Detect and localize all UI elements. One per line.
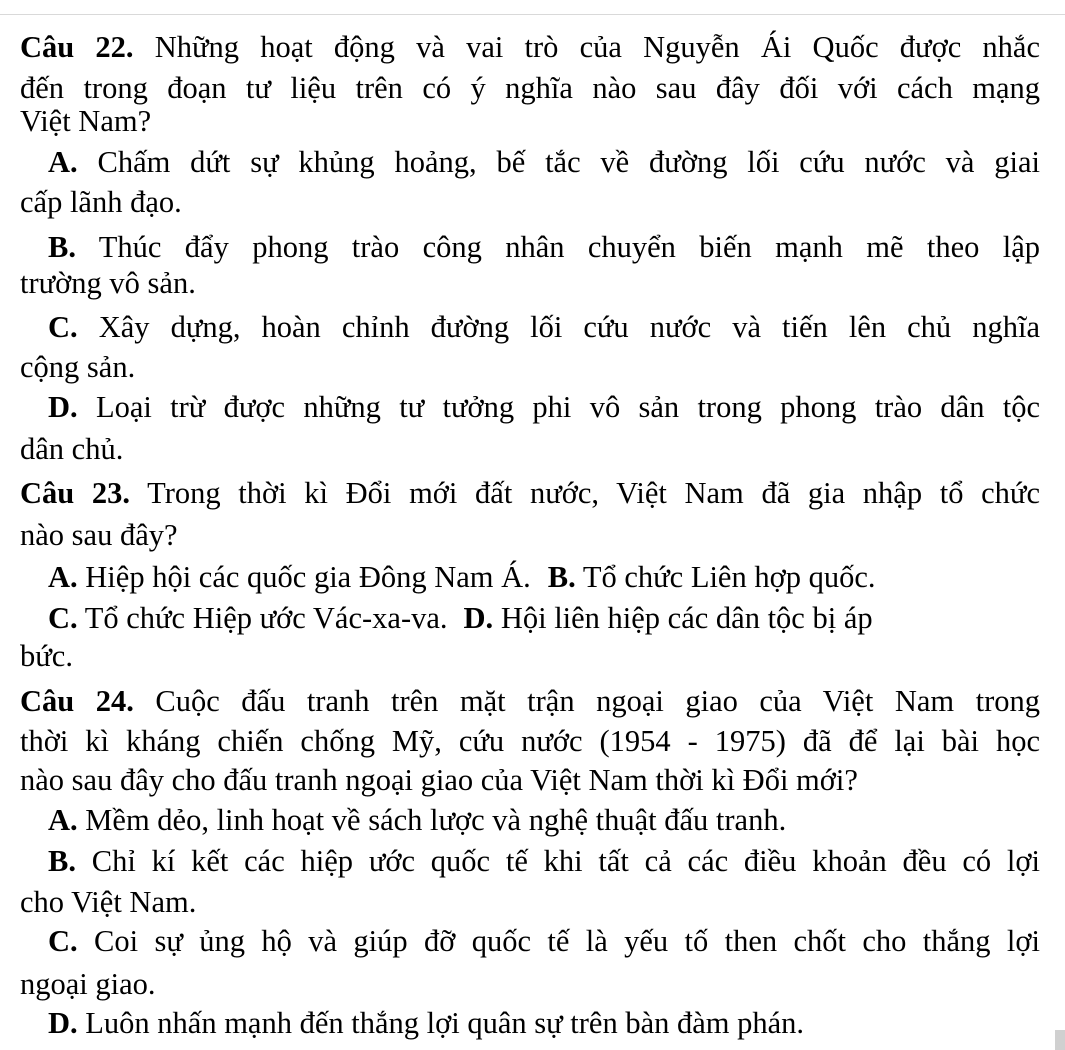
option-letter: D. xyxy=(463,601,494,635)
option-letter: C. xyxy=(48,924,78,958)
question-stem-line: Câu 22. Những hoạt động và vai trò của Nguyễn Ái Quốc được nhắc xyxy=(20,30,1040,64)
option-d[interactable]: D. Luôn nhấn mạnh đến thắng lợi quân sự trên bàn đàm phán. xyxy=(48,1006,805,1040)
question-label: Câu 22. xyxy=(20,30,134,64)
option-b[interactable]: B. Tổ chức Liên hợp quốc. xyxy=(547,560,876,594)
question-stem-line: thời kì kháng chiến chống Mỹ, cứu nước (1954 - 1975) đã để lại bài học xyxy=(20,724,1040,758)
option-row xyxy=(48,603,1040,634)
top-divider xyxy=(0,14,1065,15)
option-letter: B. xyxy=(48,230,76,264)
option-letter: A. xyxy=(48,145,78,179)
option-letter: A. xyxy=(48,803,78,837)
option-b[interactable]: B. Thúc đẩy phong trào công nhân chuyển biến mạnh mẽ theo lập xyxy=(48,230,1040,264)
question-stem-line: Câu 24. Cuộc đấu tranh trên mặt trận ngoại giao của Việt Nam trong xyxy=(20,684,1040,718)
option-letter: A. xyxy=(48,560,78,594)
scrollbar-thumb[interactable] xyxy=(1055,1030,1065,1050)
option-c-continuation: ngoại giao. xyxy=(20,967,156,1001)
option-letter: D. xyxy=(48,1006,78,1040)
question-stem-line: đến trong đoạn tư liệu trên có ý nghĩa nào sau đây đối với cách mạng xyxy=(20,71,1040,105)
option-b-continuation: cho Việt Nam. xyxy=(20,885,197,919)
option-c[interactable]: C. Xây dựng, hoàn chỉnh đường lối cứu nước và tiến lên chủ nghĩa xyxy=(48,310,1040,344)
question-stem-line: nào sau đây? xyxy=(20,518,178,552)
option-a[interactable]: A. Mềm dẻo, linh hoạt về sách lược và nghệ thuật đấu tranh. xyxy=(48,803,787,837)
option-a-continuation: cấp lãnh đạo. xyxy=(20,185,182,219)
option-b[interactable]: B. Chỉ kí kết các hiệp ước quốc tế khi tất cả các điều khoản đều có lợi xyxy=(48,844,1040,878)
question-stem-line: Việt Nam? xyxy=(20,104,152,138)
option-d[interactable]: D. Hội liên hiệp các dân tộc bị áp xyxy=(463,601,873,635)
option-c[interactable]: C. Tổ chức Hiệp ước Vác-xa-va. xyxy=(48,601,448,635)
option-a[interactable]: A. Chấm dứt sự khủng hoảng, bế tắc về đường lối cứu nước và giai xyxy=(48,145,1041,179)
option-c-continuation: cộng sản. xyxy=(20,350,136,384)
option-row xyxy=(48,562,1040,593)
option-d-continuation: bức. xyxy=(20,639,73,673)
question-stem-line: Câu 23. Trong thời kì Đổi mới đất nước, Việt Nam đã gia nhập tổ chức xyxy=(20,476,1040,510)
question-label: Câu 24. xyxy=(20,684,134,718)
option-d-continuation: dân chủ. xyxy=(20,432,124,466)
question-label: Câu 23. xyxy=(20,476,131,510)
option-letter: B. xyxy=(48,844,76,878)
option-d[interactable]: D. Loại trừ được những tư tưởng phi vô sản trong phong trào dân tộc xyxy=(48,390,1041,424)
option-letter: C. xyxy=(48,310,78,344)
option-c[interactable]: C. Coi sự ủng hộ và giúp đỡ quốc tế là yếu tố then chốt cho thắng lợi xyxy=(48,924,1041,958)
option-a[interactable]: A. Hiệp hội các quốc gia Đông Nam Á. xyxy=(48,560,531,594)
option-letter: C. xyxy=(48,601,78,635)
option-letter: B. xyxy=(547,560,576,594)
option-b-continuation: trường vô sản. xyxy=(20,266,196,300)
question-stem-line: nào sau đây cho đấu tranh ngoại giao của Việt Nam thời kì Đổi mới? xyxy=(20,763,858,797)
option-letter: D. xyxy=(48,390,78,424)
